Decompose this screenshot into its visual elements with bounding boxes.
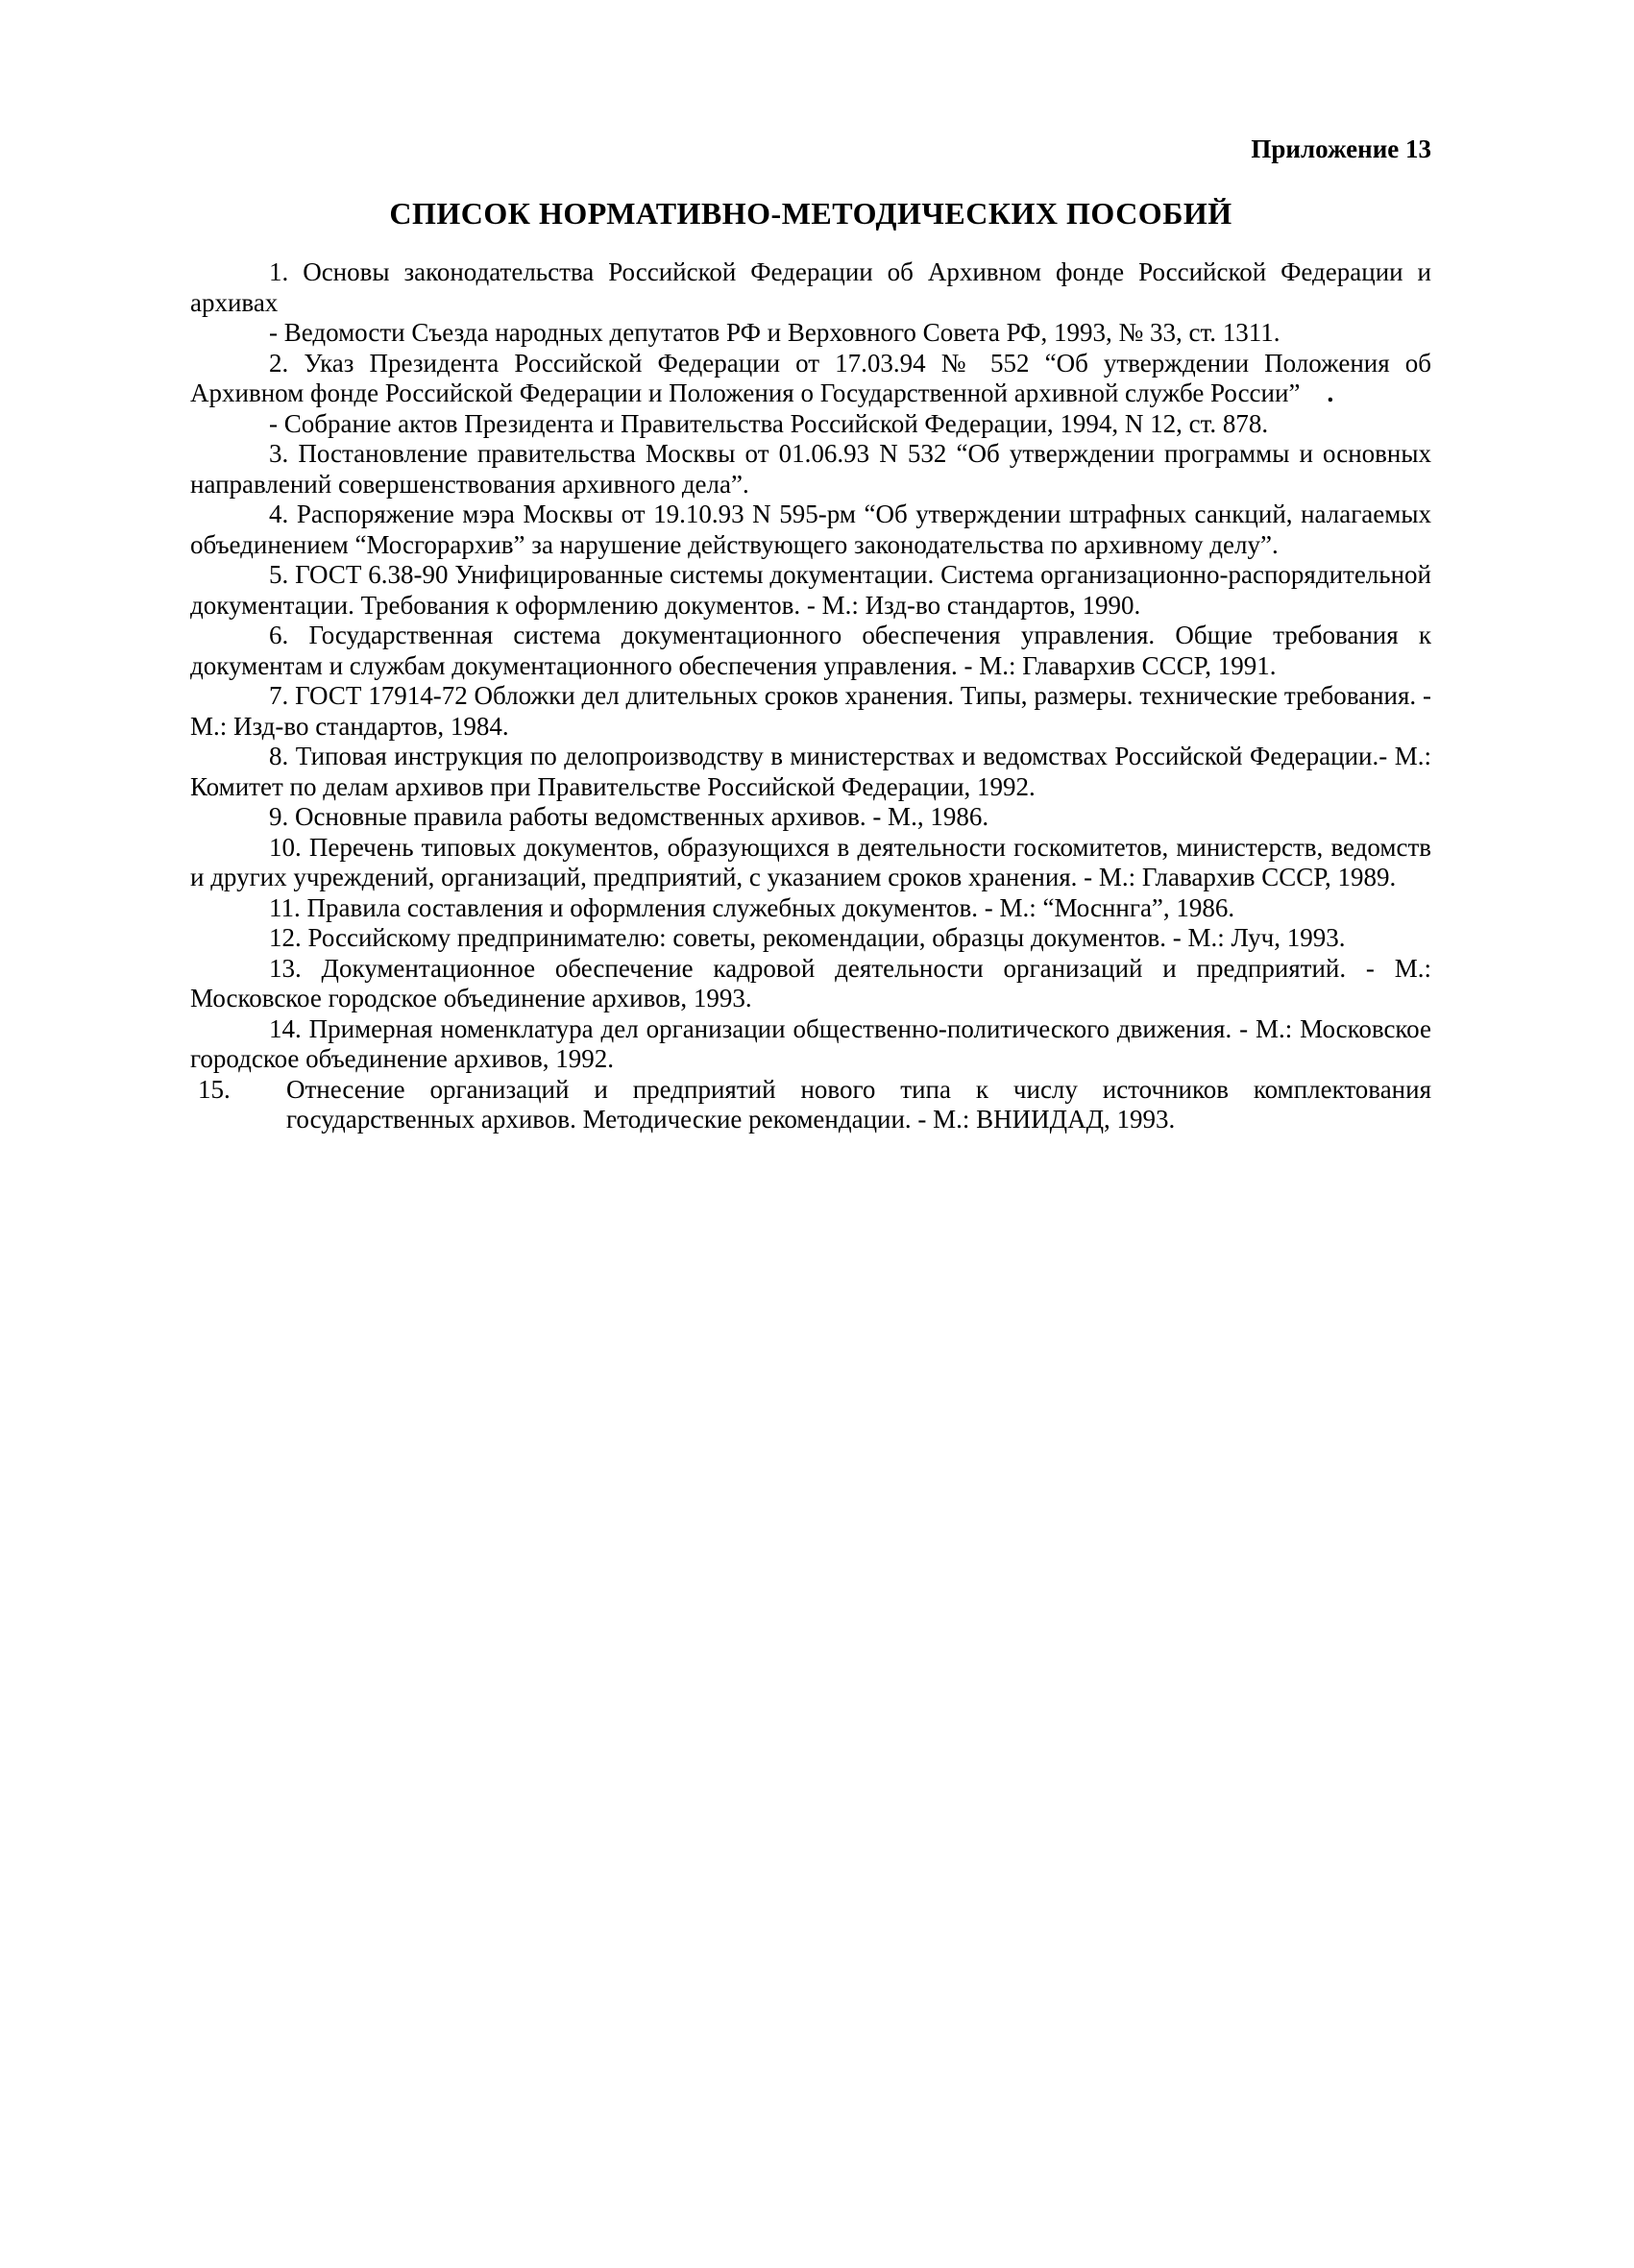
list-item: 5. ГОСТ 6.38-90 Унифицированные системы документации. Система организационно-распорядительной документации. Требования к оформлению документов. - М.: Изд-во стандартов, 1990.: [190, 560, 1431, 620]
list-item: 14. Примерная номенклатура дел организации общественно-политического движения. - М.: Московское городское объединение архивов, 1992.: [190, 1013, 1431, 1073]
list-item: 8. Типовая инструкция по делопроизводству в министерствах и ведомствах Российской Федерации.- М.: Комитет по делам архивов при Правительстве Российской Федерации, 1992.: [190, 742, 1431, 801]
reference-list: [190, 257, 1431, 1135]
list-item: 3. Постановление правительства Москвы от 01.06.93 N 532 “Об утверждении программы и основных направлений совершенствования архивного дела”.: [190, 439, 1431, 499]
list-item: 11. Правила составления и оформления служебных документов. - М.: “Мосннга”, 1986.: [269, 892, 1235, 922]
stray-mark: .: [1327, 378, 1334, 407]
list-item-number: 15.: [198, 1074, 231, 1104]
list-item-source: - Ведомости Съезда народных депутатов РФ и Верховного Совета РФ, 1993, № 33, ст. 1311.: [269, 318, 1280, 347]
list-item: 13. Документационное обеспечение кадровой деятельности организаций и предприятий. - М.: Московское городское объединение архивов, 1993.: [190, 953, 1431, 1012]
list-item: 10. Перечень типовых документов, образующихся в деятельности госкомитетов, министерств, ведомств и других учреждений, организаций, предприятий, с указанием сроков хранения. - М.: Главархив СССР, 1989.: [190, 832, 1431, 891]
list-item: 1. Основы законодательства Российской Федерации об Архивном фонде Российской Федерации и архивах: [190, 257, 1431, 317]
list-item: 7. ГОСТ 17914-72 Обложки дел длительных сроков хранения. Типы, размеры. технические требования. - М.: Изд-во стандартов, 1984.: [190, 681, 1431, 741]
page-title: СПИСОК НОРМАТИВНО-МЕТОДИЧЕСКИХ ПОСОБИЙ: [389, 196, 1232, 231]
list-item: [190, 349, 1431, 409]
list-item: 4. Распоряжение мэра Москвы от 19.10.93 N 595-рм “Об утверждении штрафных санкций, налагаемых объединением “Мосгорархив” за нарушение действующего законодательства по архивному делу”.: [190, 500, 1431, 559]
list-item: 9. Основные правила работы ведомственных архивов. - М., 1986.: [269, 802, 989, 831]
appendix-label: Приложение 13: [1251, 134, 1431, 163]
document-page: [190, 133, 1431, 1135]
list-item: 12. Российскому предпринимателю: советы, рекомендации, образцы документов. - М.: Луч, 1993.: [269, 923, 1346, 952]
list-item: 6. Государственная система документационного обеспечения управления. Общие требования к документам и службам документационного обеспечения управления. - М.: Главархив СССР, 1991.: [190, 621, 1431, 680]
list-item-text: 2. Указ Президента Российской Федерации от 17.03.94 № 552 “Об утверждении Положения об Архивном фонде Российской Федерации и Положения о Государственной архивной службе России”: [190, 348, 1431, 407]
list-item-text: Отнесение организаций и предприятий нового типа к числу источников комплектования государственных архивов. Методические рекомендации. - М.: ВНИИДАД, 1993.: [286, 1074, 1431, 1134]
list-item-source: - Собрание актов Президента и Правительства Российской Федерации, 1994, N 12, ст. 878.: [269, 408, 1269, 438]
list-item: [190, 1075, 1431, 1135]
